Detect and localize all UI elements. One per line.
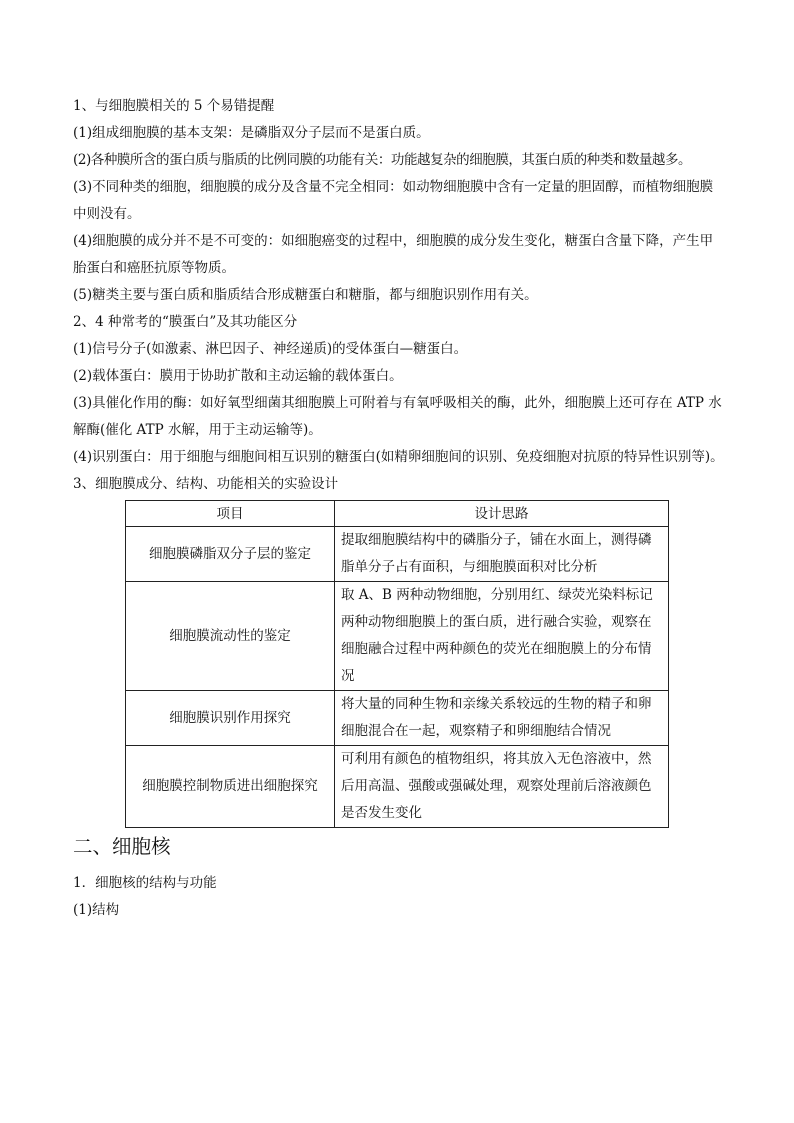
part2-item-3: (3)具催化作用的酶：如好氧型细菌其细胞膜上可附着与有氧呼吸相关的酶，此外，细胞膜上还可存在 ATP 水解酶(催化 ATP 水解，用于主动运输等)。 <box>73 395 722 438</box>
part1-item-1: (1)组成细胞膜的基本支架：是磷脂双分子层而不是蛋白质。 <box>73 125 430 141</box>
table-cell-item: 细胞膜流动性的鉴定 <box>126 582 335 691</box>
section-title: 二、细胞核 <box>73 835 171 858</box>
table-row <box>126 527 669 582</box>
part1-heading: 1、与细胞膜相关的 5 个易错提醒 <box>73 98 275 114</box>
table-header-idea: 设计思路 <box>335 501 669 527</box>
part2-item-1: (1)信号分子(如激素、淋巴因子、神经递质)的受体蛋白—糖蛋白。 <box>73 341 468 357</box>
section-sub-item: (1)结构 <box>73 902 120 918</box>
table-row <box>126 746 669 828</box>
part2-item-2: (2)载体蛋白：膜用于协助扩散和主动运输的载体蛋白。 <box>73 368 403 384</box>
part2-item-4: (4)识别蛋白：用于细胞与细胞间相互识别的糖蛋白(如精卵细胞间的识别、免疫细胞对抗原的特异性识别等)。 <box>73 449 724 465</box>
table-row <box>126 582 669 691</box>
table-row <box>126 691 669 746</box>
table-cell-idea: 可利用有颜色的植物组织，将其放入无色溶液中，然后用高温、强酸或强碱处理，观察处理前后溶液颜色是否发生变化 <box>335 746 669 828</box>
section-subheading: 1．细胞核的结构与功能 <box>73 875 217 891</box>
part1-item-4: (4)细胞膜的成分并不是不可变的：如细胞癌变的过程中，细胞膜的成分发生变化，糖蛋白含量下降，产生甲胎蛋白和癌胚抗原等物质。 <box>73 233 714 276</box>
part1-item-5: (5)糖类主要与蛋白质和脂质结合形成糖蛋白和糖脂，都与细胞识别作用有关。 <box>73 287 538 303</box>
table-cell-item: 细胞膜磷脂双分子层的鉴定 <box>126 527 335 582</box>
part1-item-3: (3)不同种类的细胞，细胞膜的成分及含量不完全相同：如动物细胞膜中含有一定量的胆固醇，而植物细胞膜中则没有。 <box>73 179 714 222</box>
experiment-design-table <box>125 500 669 828</box>
table-header-row <box>126 501 669 527</box>
document-page <box>73 93 725 924</box>
table-header-item: 项目 <box>126 501 335 527</box>
part2-heading: 2、4 种常考的“膜蛋白”及其功能区分 <box>73 314 298 330</box>
table-cell-idea: 将大量的同种生物和亲缘关系较远的生物的精子和卵细胞混合在一起，观察精子和卵细胞结合情况 <box>335 691 669 746</box>
part3-heading: 3、细胞膜成分、结构、功能相关的实验设计 <box>73 476 339 492</box>
table-cell-item: 细胞膜控制物质进出细胞探究 <box>126 746 335 828</box>
part1-item-2: (2)各种膜所含的蛋白质与脂质的比例同膜的功能有关：功能越复杂的细胞膜，其蛋白质的种类和数量越多。 <box>73 152 692 168</box>
table-cell-idea: 提取细胞膜结构中的磷脂分子，铺在水面上，测得磷脂单分子占有面积，与细胞膜面积对比分析 <box>335 527 669 582</box>
table-cell-idea: 取 A、B 两种动物细胞，分别用红、绿荧光染料标记两种动物细胞膜上的蛋白质，进行融合实验，观察在细胞融合过程中两种颜色的荧光在细胞膜上的分布情况 <box>335 582 669 691</box>
table-cell-item: 细胞膜识别作用探究 <box>126 691 335 746</box>
